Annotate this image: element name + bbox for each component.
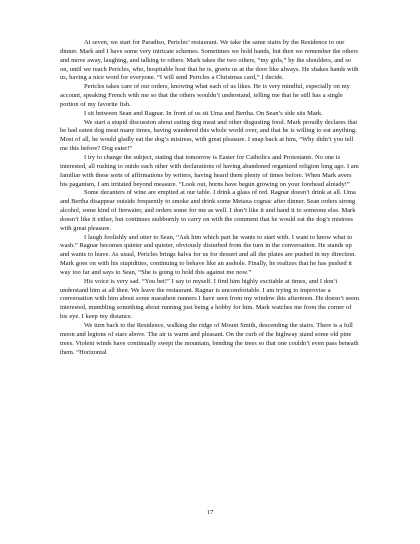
paragraph: We start a stupid discussion about eating dog meat and other disgusting food. Mark proudly declares that he had eaten dog meat many times, having wandered this whole world over, and that he is willing to eat anything. Most of all, he would gladly eat the dog’s mistress, with great pleasure. I snap back at him, “Why didn’t you tell me this before? Dog eater!”	[60, 118, 358, 153]
paragraph: At seven, we start for Paradiso, Pericles’ restaurant. We take the same stairs by the Residence to our dinner. Mark and I have some very intricate schemes. Sometimes we hold hands, but then we remember the others and move away, laughing, and talking to others. Mark takes the two others, “my girls,” by the shoulders, and so on, until we reach Pericles, who, hospitable host that he is, greets us at the door like always. He shakes hands with us, having a nice word for everyone. “I will send Pericles a Christmas card,” I decide.	[60, 39, 359, 82]
body-text	[60, 39, 360, 357]
page-number: 17	[206, 509, 214, 516]
paragraph: Some decanters of wine are emptied at our table. I drink a glass of red. Ragnar doesn’t drink at all. Uma and Bertha disappear outside frequently to smoke and drink some Metaxa cognac after dinner. Sean orders strong alcohol, some kind of firewater, and orders some for me as well. I don’t like it and hand it to someone else. Mark doesn’t like it either, but continues stubbornly to carry on with the comment that he would eat the dog’s mistress with great pleasure.	[60, 189, 356, 232]
paragraph: I try to change the subject, stating that tomorrow is Easter for Catholics and Protestants. No one is interested, all rushing to outdo each other with declarations of having abandoned organized religion long ago. I am familiar with these sorts of affirmations by writers, having heard them plenty of times before. When Mark avers his paganism, I am irritated beyond measure. “Look out, horns have begun growing on your forehead already!”	[60, 153, 359, 188]
paragraph: I sit between Sean and Ragnar. In front of us sit Uma and Bertha. On Sean’s side sits Mark.	[84, 109, 323, 117]
paragraph: I laugh foolishly and utter to Sean, “Ask him which part he wants to start with. I want to know what to wash.” Ragnar becomes quieter and quieter, obviously disturbed from the turn in the conversation. He stands up and wants to leave. As usual, Pericles brings halva for us for dessert and all the plates are pushed in my direction. Mark goes on with his stupidities, continuing to behave like an asshole. Finally, he realizes that he has pushed it way too far and says to Sean, “She is going to hold this against me now.”	[60, 233, 356, 276]
paragraph: Pericles takes care of our orders, knowing what each of us likes. He is very mindful, especially on my account, speaking French with me so that the others wouldn’t understand, telling me that he still has a single portion of my favorite fish.	[60, 83, 350, 108]
paragraph: His voice is very sad. “You bet!” I say to myself. I find him highly excitable at times, and I don’t understand him at all then. We leave the restaurant. Ragnar is uncomfortable. I am trying to improvise a conversation with him about some marathon runners I have seen from my window this afternoon. He doesn’t seem interested, mumbling something about running just being a hobby for him. Mark watches me from the corner of his eye. I keep my distance.	[60, 277, 359, 321]
paragraph: We turn back to the Residence, walking the ridge of Mount Smith, descending the stairs. There is a full moon and legions of stars above. The air is warm and pleasant. On the curb of the highway stand some old pine trees. Violent winds have continually swept the mountain, bending the trees so that one couldn’t even pass beneath them. “Horizontal	[60, 322, 359, 356]
